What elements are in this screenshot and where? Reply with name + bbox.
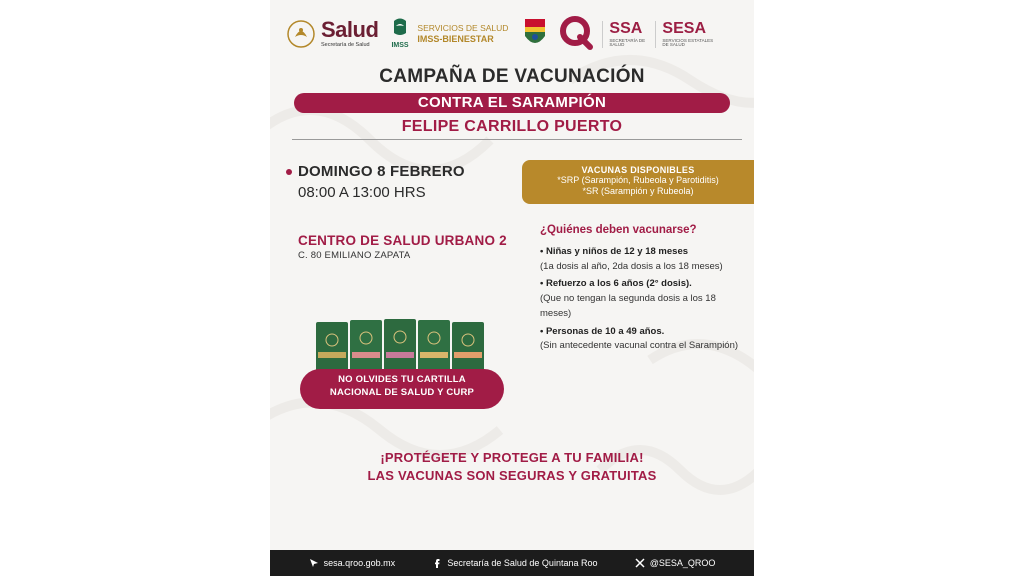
vaccines-heading: VACUNAS DISPONIBLES — [581, 165, 695, 175]
list-item — [540, 245, 740, 274]
footer-facebook[interactable] — [432, 558, 597, 568]
imss-line1: SERVICIOS DE SALUD — [417, 22, 509, 33]
event-date — [288, 163, 465, 201]
website-link[interactable]: sesa.qroo.gob.mx — [323, 558, 396, 568]
health-center-address: C. 80 EMILIANO ZAPATA — [298, 250, 411, 261]
imss-line2: IMSS-BIENESTAR — [417, 33, 494, 44]
ssa-subtitle: SECRETARÍA DE SALUD — [609, 37, 646, 47]
sesa-subtitle: SERVICIOS ESTATALES DE SALUD — [662, 37, 714, 47]
list-item-title: • Niñas y niños de 12 y 18 meses — [540, 245, 740, 260]
quintana-roo-shield-icon — [522, 16, 548, 52]
campaign-slogan — [270, 449, 754, 484]
vaccination-poster — [270, 0, 754, 576]
cartilla-reminder — [300, 369, 504, 409]
salud-subtitle: Secretaría de Salud — [321, 42, 370, 49]
vaccine-item: *SRP (Sarampión, Rubeola y Parotiditis) — [557, 175, 719, 185]
ssa-logo — [602, 21, 649, 48]
health-center — [298, 233, 507, 261]
slogan-line2: LAS VACUNAS SON SEGURAS Y GRATUITAS — [367, 467, 657, 483]
sesa-logo — [655, 21, 714, 48]
title-divider — [292, 139, 742, 140]
campaign-title: CAMPAÑA DE VACUNACIÓN — [379, 66, 645, 87]
footer-website[interactable] — [309, 558, 396, 568]
list-item-title: • Personas de 10 a 49 años. — [540, 325, 740, 340]
reminder-line2: NACIONAL DE SALUD Y CURP — [329, 386, 475, 398]
health-cards-illustration — [314, 316, 488, 376]
pointer-icon — [309, 558, 319, 568]
imss-mark-text: IMSS — [391, 42, 409, 49]
twitter-link[interactable]: @SESA_QROO — [649, 558, 716, 568]
vaccine-item: *SR (Sarampión y Rubeola) — [582, 185, 694, 196]
who-should-vaccinate — [540, 224, 740, 357]
bullet-dot-icon — [286, 169, 292, 175]
list-item-note: (1a dosis al año, 2da dosis a los 18 meses) — [540, 260, 723, 272]
event-day: DOMINGO 8 FEBRERO — [298, 163, 465, 180]
list-item — [540, 277, 740, 321]
ssa-name: SSA — [609, 19, 643, 37]
imss-eagle-icon — [388, 17, 412, 51]
imss-bienestar-logo — [388, 17, 508, 51]
x-icon — [635, 558, 645, 568]
campaign-banner: CONTRA EL SARAMPIÓN — [294, 93, 730, 113]
list-item — [540, 325, 740, 354]
quintana-roo-q-icon — [558, 15, 594, 53]
salud-logo — [286, 19, 378, 49]
who-list — [540, 245, 740, 354]
list-item-note: (Que no tengan la segunda dosis a los 18 meses) — [540, 293, 716, 319]
social-footer — [270, 550, 754, 576]
reminder-line1: NO OLVIDES TU CARTILLA — [338, 374, 466, 385]
list-item-note: (Sin antecedente vacunal contra el Sarampión) — [540, 340, 739, 352]
salud-name: Salud — [321, 17, 379, 43]
footer-twitter[interactable] — [635, 558, 716, 568]
campaign-location: FELIPE CARRILLO PUERTO — [401, 118, 623, 135]
eagle-emblem-icon — [286, 19, 316, 49]
header-logos — [286, 14, 744, 54]
list-item-title: • Refuerzo a los 6 años (2° dosis). — [540, 277, 740, 292]
facebook-icon — [432, 558, 442, 568]
sesa-name: SESA — [662, 19, 706, 37]
event-hours: 08:00 A 13:00 HRS — [298, 184, 426, 201]
health-center-name: CENTRO DE SALUD URBANO 2 — [298, 233, 507, 248]
available-vaccines-box — [522, 160, 754, 204]
slogan-line1: ¡PROTÉGETE Y PROTEGE A TU FAMILIA! — [380, 450, 644, 465]
facebook-link[interactable]: Secretaría de Salud de Quintana Roo — [447, 558, 598, 568]
who-question: ¿Quiénes deben vacunarse? — [540, 224, 697, 236]
